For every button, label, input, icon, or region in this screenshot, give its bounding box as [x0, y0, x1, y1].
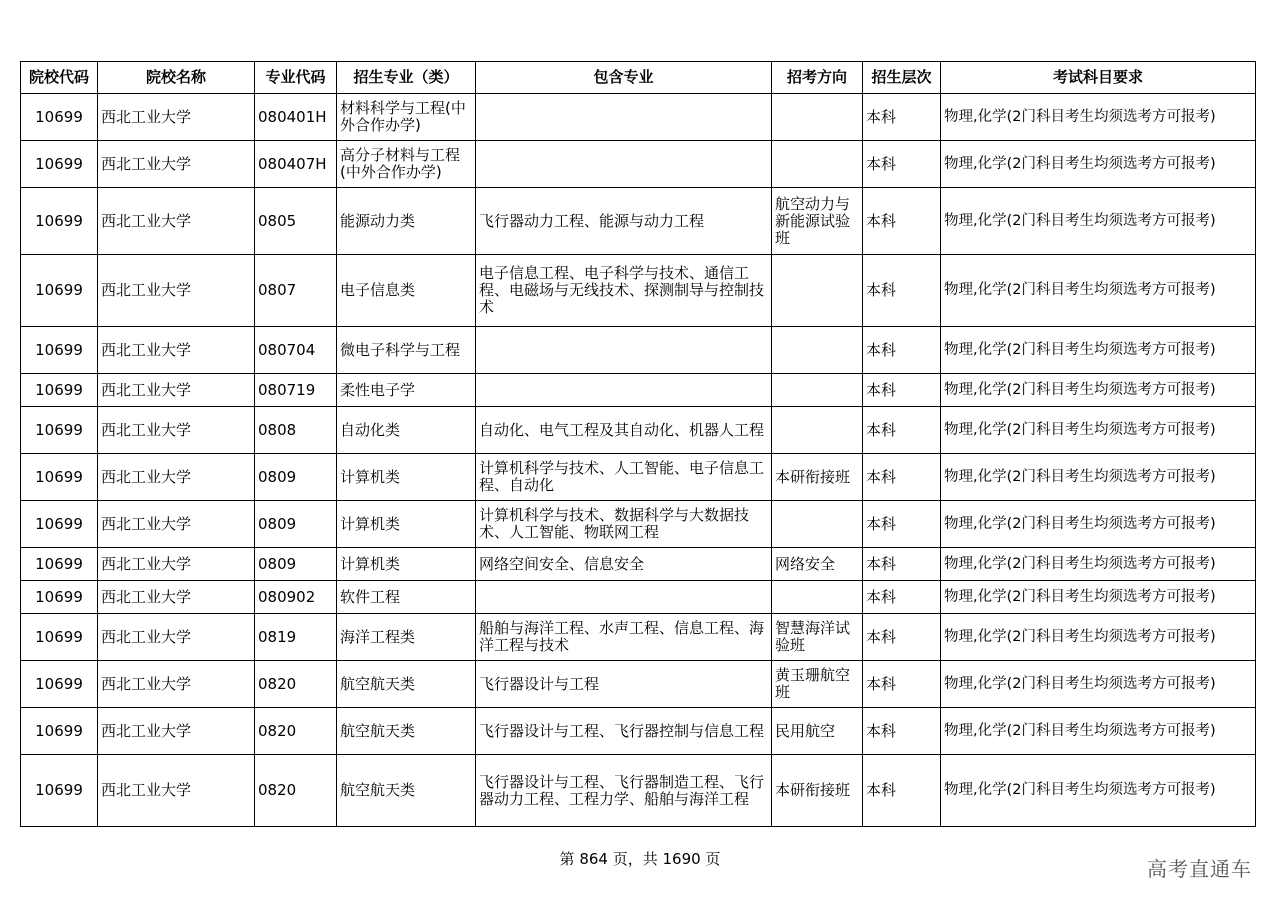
- cell-direction: [772, 581, 863, 614]
- table-row: [21, 548, 1256, 581]
- table-body: [21, 94, 1256, 827]
- cell-requirement: 物理,化学(2门科目考生均须选考方可报考): [941, 374, 1256, 407]
- cell-school-name: 西北工业大学: [98, 94, 255, 141]
- header-major-code: 专业代码: [255, 62, 337, 94]
- cell-direction: 黄玉珊航空班: [772, 661, 863, 708]
- table-row: [21, 755, 1256, 827]
- cell-includes: 计算机科学与技术、数据科学与大数据技术、人工智能、物联网工程: [476, 501, 772, 548]
- cell-school-code: 10699: [21, 94, 98, 141]
- cell-major-code: 0819: [255, 614, 337, 661]
- cell-includes: [476, 581, 772, 614]
- table-row: [21, 581, 1256, 614]
- cell-major-code: 0820: [255, 661, 337, 708]
- table-row: [21, 614, 1256, 661]
- cell-direction: [772, 374, 863, 407]
- cell-level: 本科: [863, 661, 941, 708]
- cell-includes: 电子信息工程、电子科学与技术、通信工程、电磁场与无线技术、探测制导与控制技术: [476, 255, 772, 327]
- cell-includes: [476, 94, 772, 141]
- cell-requirement: 物理,化学(2门科目考生均须选考方可报考): [941, 755, 1256, 827]
- cell-level: 本科: [863, 548, 941, 581]
- cell-major: 计算机类: [337, 454, 476, 501]
- cell-direction: 民用航空: [772, 708, 863, 755]
- cell-direction: [772, 327, 863, 374]
- cell-level: 本科: [863, 255, 941, 327]
- table-row: [21, 501, 1256, 548]
- cell-requirement: 物理,化学(2门科目考生均须选考方可报考): [941, 501, 1256, 548]
- cell-school-code: 10699: [21, 327, 98, 374]
- cell-level: 本科: [863, 327, 941, 374]
- cell-level: 本科: [863, 501, 941, 548]
- cell-direction: [772, 407, 863, 454]
- cell-direction: 本研衔接班: [772, 454, 863, 501]
- cell-major-code: 0808: [255, 407, 337, 454]
- table-row: [21, 708, 1256, 755]
- cell-level: 本科: [863, 94, 941, 141]
- header-includes: 包含专业: [476, 62, 772, 94]
- cell-major-code: 0820: [255, 755, 337, 827]
- cell-major: 自动化类: [337, 407, 476, 454]
- cell-level: 本科: [863, 407, 941, 454]
- table-row: [21, 661, 1256, 708]
- cell-requirement: 物理,化学(2门科目考生均须选考方可报考): [941, 454, 1256, 501]
- cell-level: 本科: [863, 614, 941, 661]
- cell-major-code: 080407H: [255, 141, 337, 188]
- cell-major: 微电子科学与工程: [337, 327, 476, 374]
- cell-requirement: 物理,化学(2门科目考生均须选考方可报考): [941, 141, 1256, 188]
- cell-school-name: 西北工业大学: [98, 327, 255, 374]
- cell-major: 航空航天类: [337, 661, 476, 708]
- cell-includes: 自动化、电气工程及其自动化、机器人工程: [476, 407, 772, 454]
- table-row: [21, 255, 1256, 327]
- cell-major-code: 0807: [255, 255, 337, 327]
- cell-school-name: 西北工业大学: [98, 141, 255, 188]
- header-requirement: 考试科目要求: [941, 62, 1256, 94]
- cell-includes: 飞行器设计与工程、飞行器制造工程、飞行器动力工程、工程力学、船舶与海洋工程: [476, 755, 772, 827]
- cell-direction: 智慧海洋试验班: [772, 614, 863, 661]
- cell-includes: 网络空间安全、信息安全: [476, 548, 772, 581]
- cell-requirement: 物理,化学(2门科目考生均须选考方可报考): [941, 94, 1256, 141]
- cell-level: 本科: [863, 454, 941, 501]
- cell-school-code: 10699: [21, 755, 98, 827]
- cell-school-code: 10699: [21, 661, 98, 708]
- cell-major: 航空航天类: [337, 755, 476, 827]
- cell-major-code: 0820: [255, 708, 337, 755]
- cell-school-name: 西北工业大学: [98, 614, 255, 661]
- cell-school-name: 西北工业大学: [98, 755, 255, 827]
- cell-school-name: 西北工业大学: [98, 661, 255, 708]
- cell-level: 本科: [863, 141, 941, 188]
- cell-requirement: 物理,化学(2门科目考生均须选考方可报考): [941, 407, 1256, 454]
- cell-major-code: 080902: [255, 581, 337, 614]
- cell-major-code: 0809: [255, 454, 337, 501]
- header-level: 招生层次: [863, 62, 941, 94]
- cell-major: 柔性电子学: [337, 374, 476, 407]
- table-row: [21, 454, 1256, 501]
- cell-includes: 飞行器设计与工程、飞行器控制与信息工程: [476, 708, 772, 755]
- cell-requirement: 物理,化学(2门科目考生均须选考方可报考): [941, 548, 1256, 581]
- cell-school-code: 10699: [21, 407, 98, 454]
- cell-direction: [772, 141, 863, 188]
- admission-table: [20, 61, 1256, 827]
- page-number: 第 864 页，共 1690 页: [559, 850, 721, 868]
- cell-direction: [772, 255, 863, 327]
- cell-includes: 计算机科学与技术、人工智能、电子信息工程、自动化: [476, 454, 772, 501]
- table-row: [21, 188, 1256, 255]
- cell-school-code: 10699: [21, 374, 98, 407]
- cell-school-name: 西北工业大学: [98, 708, 255, 755]
- cell-major: 软件工程: [337, 581, 476, 614]
- cell-direction: [772, 94, 863, 141]
- cell-school-code: 10699: [21, 255, 98, 327]
- cell-direction: 航空动力与新能源试验班: [772, 188, 863, 255]
- cell-direction: 网络安全: [772, 548, 863, 581]
- cell-school-code: 10699: [21, 501, 98, 548]
- table-row: [21, 327, 1256, 374]
- cell-includes: [476, 141, 772, 188]
- cell-major: 电子信息类: [337, 255, 476, 327]
- cell-major: 海洋工程类: [337, 614, 476, 661]
- cell-major: 高分子材料与工程(中外合作办学): [337, 141, 476, 188]
- table-header-row: [21, 62, 1256, 94]
- cell-school-name: 西北工业大学: [98, 188, 255, 255]
- cell-school-name: 西北工业大学: [98, 548, 255, 581]
- cell-includes: [476, 327, 772, 374]
- cell-school-name: 西北工业大学: [98, 454, 255, 501]
- header-major: 招生专业（类）: [337, 62, 476, 94]
- cell-school-code: 10699: [21, 614, 98, 661]
- cell-includes: 飞行器设计与工程: [476, 661, 772, 708]
- cell-major-code: 0809: [255, 501, 337, 548]
- cell-includes: 飞行器动力工程、能源与动力工程: [476, 188, 772, 255]
- cell-school-name: 西北工业大学: [98, 407, 255, 454]
- cell-direction: 本研衔接班: [772, 755, 863, 827]
- cell-level: 本科: [863, 374, 941, 407]
- cell-school-code: 10699: [21, 548, 98, 581]
- header-direction: 招考方向: [772, 62, 863, 94]
- watermark: 高考直通车: [1147, 857, 1252, 881]
- cell-major-code: 080401H: [255, 94, 337, 141]
- cell-major: 航空航天类: [337, 708, 476, 755]
- table-row: [21, 407, 1256, 454]
- cell-major-code: 0809: [255, 548, 337, 581]
- cell-level: 本科: [863, 755, 941, 827]
- cell-requirement: 物理,化学(2门科目考生均须选考方可报考): [941, 614, 1256, 661]
- cell-level: 本科: [863, 188, 941, 255]
- cell-level: 本科: [863, 581, 941, 614]
- cell-school-code: 10699: [21, 454, 98, 501]
- cell-school-name: 西北工业大学: [98, 581, 255, 614]
- cell-requirement: 物理,化学(2门科目考生均须选考方可报考): [941, 255, 1256, 327]
- cell-major: 能源动力类: [337, 188, 476, 255]
- cell-major: 材料科学与工程(中外合作办学): [337, 94, 476, 141]
- cell-requirement: 物理,化学(2门科目考生均须选考方可报考): [941, 661, 1256, 708]
- cell-school-code: 10699: [21, 581, 98, 614]
- cell-requirement: 物理,化学(2门科目考生均须选考方可报考): [941, 708, 1256, 755]
- cell-level: 本科: [863, 708, 941, 755]
- cell-requirement: 物理,化学(2门科目考生均须选考方可报考): [941, 188, 1256, 255]
- cell-includes: 船舶与海洋工程、水声工程、信息工程、海洋工程与技术: [476, 614, 772, 661]
- header-school-name: 院校名称: [98, 62, 255, 94]
- table-row: [21, 94, 1256, 141]
- cell-major-code: 080704: [255, 327, 337, 374]
- cell-includes: [476, 374, 772, 407]
- cell-school-name: 西北工业大学: [98, 501, 255, 548]
- cell-school-name: 西北工业大学: [98, 255, 255, 327]
- cell-major-code: 080719: [255, 374, 337, 407]
- table-row: [21, 141, 1256, 188]
- cell-school-name: 西北工业大学: [98, 374, 255, 407]
- cell-school-code: 10699: [21, 708, 98, 755]
- cell-major: 计算机类: [337, 501, 476, 548]
- cell-requirement: 物理,化学(2门科目考生均须选考方可报考): [941, 327, 1256, 374]
- cell-school-code: 10699: [21, 188, 98, 255]
- cell-direction: [772, 501, 863, 548]
- table-row: [21, 374, 1256, 407]
- cell-major-code: 0805: [255, 188, 337, 255]
- header-school-code: 院校代码: [21, 62, 98, 94]
- cell-requirement: 物理,化学(2门科目考生均须选考方可报考): [941, 581, 1256, 614]
- cell-school-code: 10699: [21, 141, 98, 188]
- cell-major: 计算机类: [337, 548, 476, 581]
